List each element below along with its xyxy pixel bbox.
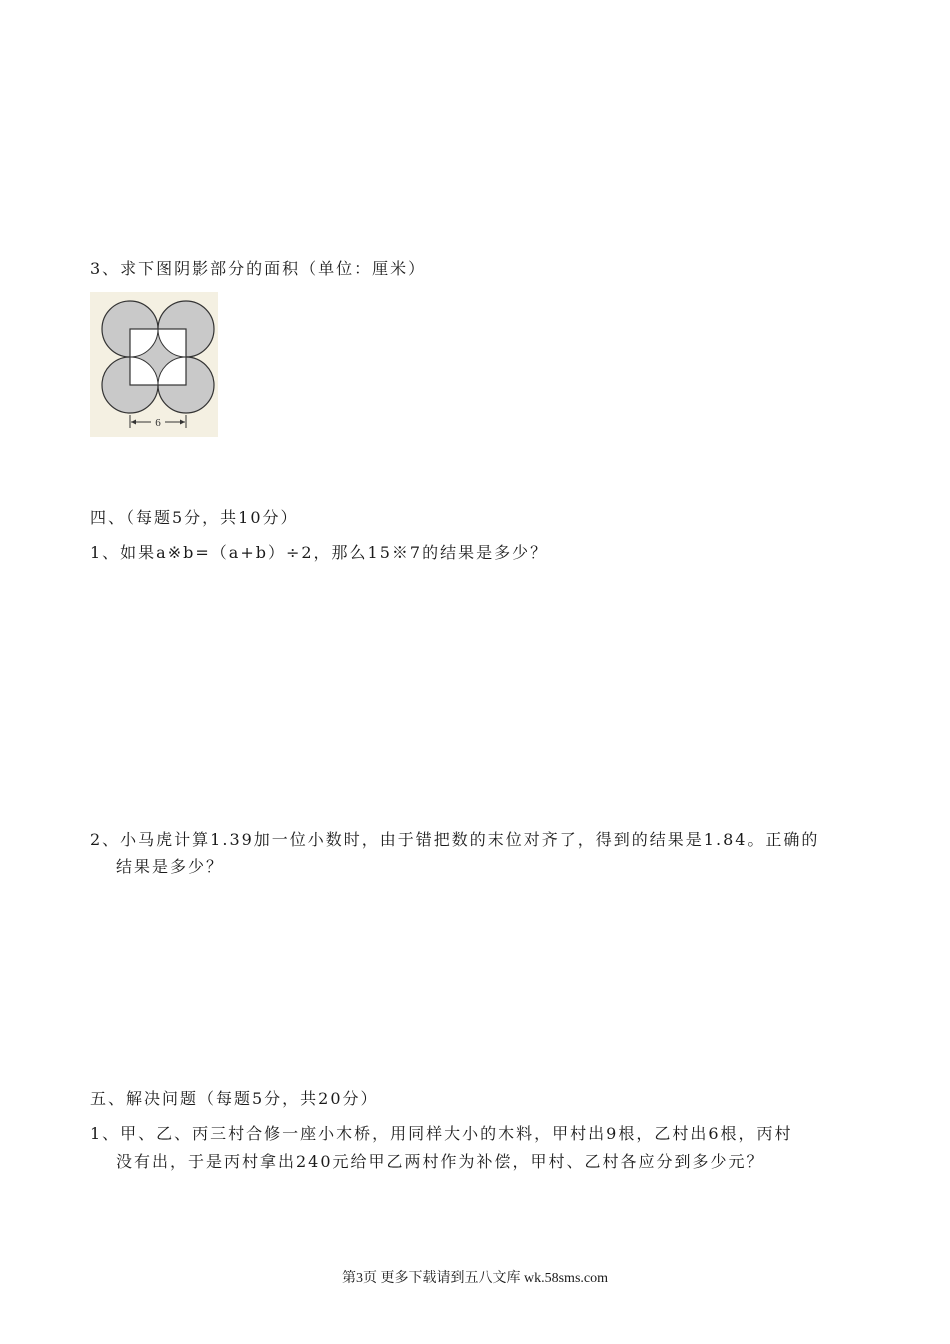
- section-5-heading: 五、解决问题（每题5分，共20分）: [90, 1089, 379, 1108]
- page-footer: 第3页 更多下载请到五八文库 wk.58sms.com: [342, 1271, 608, 1286]
- dimension-label: 6: [155, 417, 161, 429]
- four-circles-diagram: [90, 292, 218, 437]
- section-4-heading: 四、（每题5分，共10分）: [90, 508, 299, 527]
- section-4-question-1: 1、如果a※b=（a+b）÷2，那么15※7的结果是多少？: [90, 543, 549, 562]
- shaded-area-figure: [90, 292, 218, 437]
- section-4-question-2-line-1: 2、小马虎计算1.39加一位小数时，由于错把数的末位对齐了，得到的结果是1.84。正确的: [90, 830, 820, 849]
- section-5-question-1-line-1: 1、甲、乙、丙三村合修一座小木桥，用同样大小的木料，甲村出9根，乙村出6根，丙村: [90, 1124, 793, 1143]
- section-5-question-1-line-2: 没有出，于是丙村拿出240元给甲乙两村作为补偿，甲村、乙村各应分到多少元？: [116, 1152, 765, 1171]
- question-3-text: 3、求下图阴影部分的面积（单位：厘米）: [90, 259, 427, 278]
- section-4-question-2-line-2: 结果是多少？: [116, 857, 225, 876]
